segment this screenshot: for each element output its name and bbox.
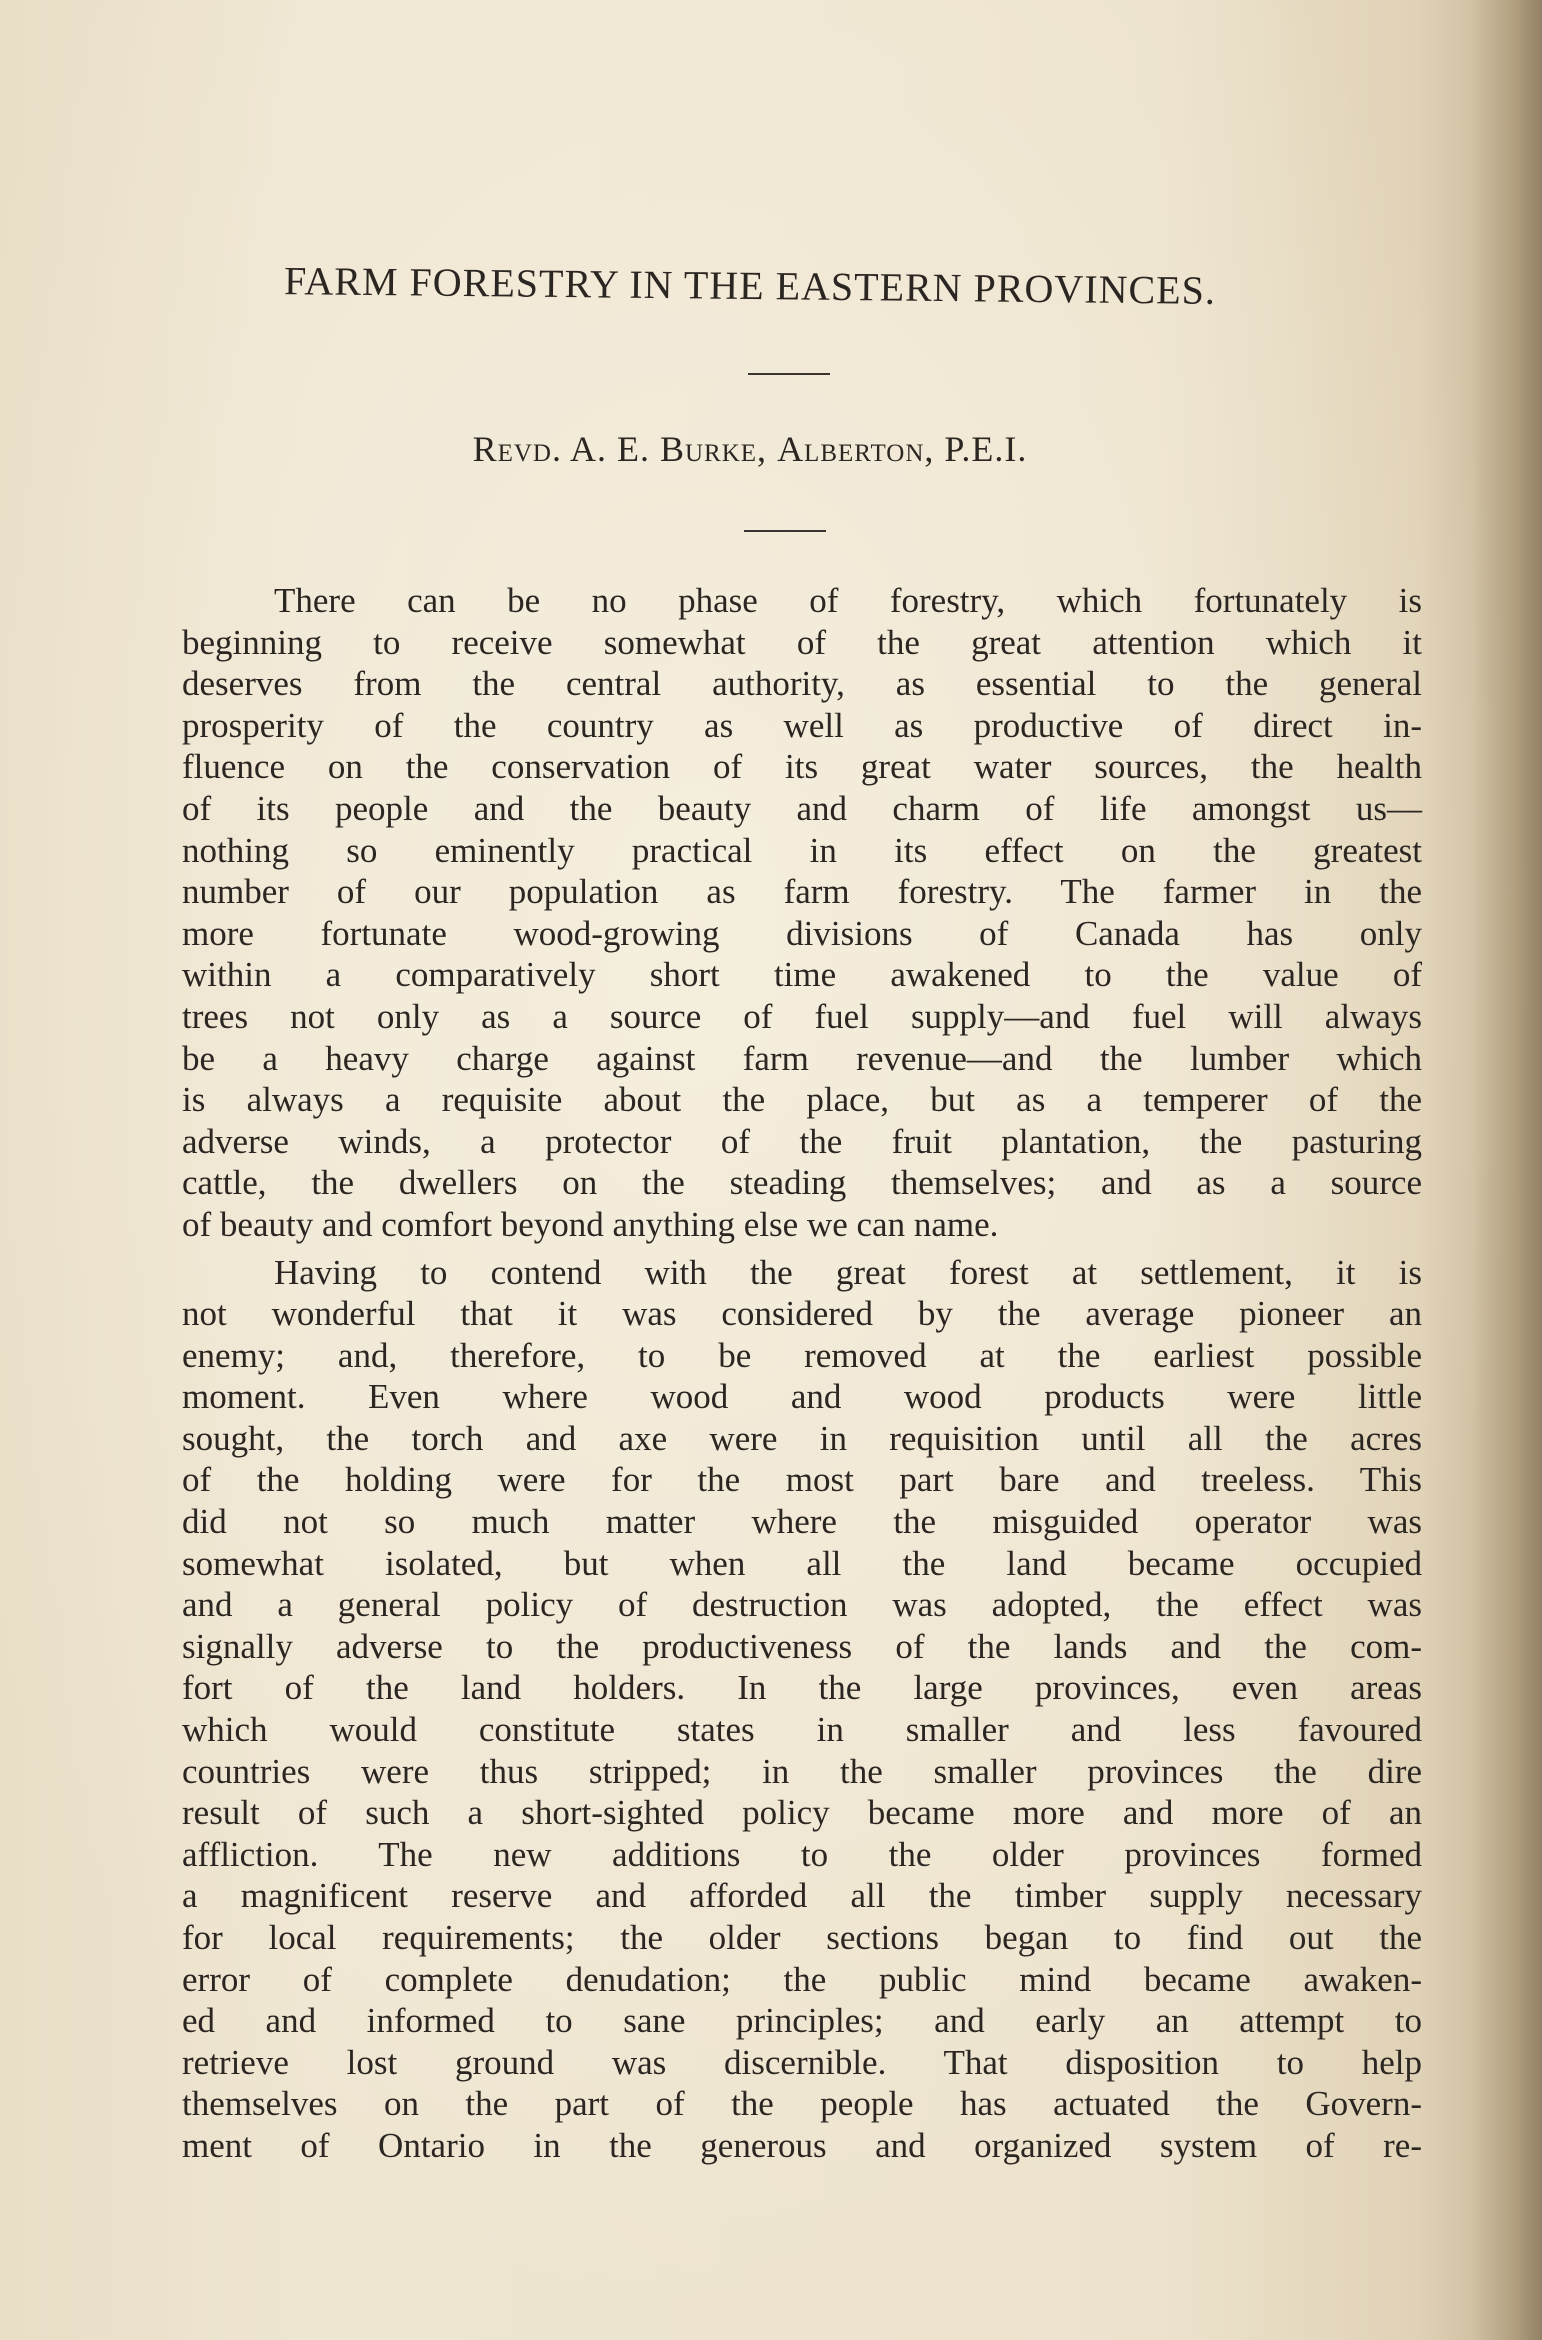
text-line: result of such a short-sighted policy became more and more of an bbox=[182, 1793, 1422, 1833]
text-line: signally adverse to the productiveness of the lands and the com- bbox=[182, 1626, 1422, 1666]
text-line: not wonderful that it was considered by the average pioneer an bbox=[182, 1294, 1422, 1334]
text-line: within a comparatively short time awakened to the value of bbox=[182, 955, 1422, 995]
text-line: did not so much matter where the misguided operator was bbox=[182, 1502, 1422, 1542]
text-line: and a general policy of destruction was adopted, the effect was bbox=[182, 1585, 1422, 1625]
binding-shadow bbox=[1472, 0, 1542, 2340]
text-line: fort of the land holders. In the large provinces, even areas bbox=[182, 1668, 1422, 1708]
text-line: countries were thus stripped; in the smaller provinces the dire bbox=[182, 1751, 1422, 1791]
text-line: moment. Even where wood and wood products were little bbox=[182, 1377, 1422, 1417]
text-line: of beauty and comfort beyond anything else we can name. bbox=[182, 1204, 999, 1244]
author-byline bbox=[150, 428, 1350, 470]
text-line: of its people and the beauty and charm of life amongst us— bbox=[182, 788, 1422, 828]
text-line: nothing so eminently practical in its effect on the greatest bbox=[182, 830, 1422, 870]
text-line: is always a requisite about the place, but as a temperer of the bbox=[182, 1080, 1422, 1120]
text-line: There can be no phase of forestry, which fortunately is bbox=[274, 581, 1422, 620]
text-line: somewhat isolated, but when all the land became occupied bbox=[182, 1543, 1422, 1583]
paragraph-2 bbox=[182, 1252, 1422, 2167]
text-line: for local requirements; the older sections began to find out the bbox=[182, 1918, 1422, 1957]
text-line: number of our population as farm forestry. The farmer in the bbox=[182, 872, 1422, 912]
byline-rule bbox=[744, 530, 826, 532]
text-line: a magnificent reserve and afforded all the timber supply necessary bbox=[182, 1876, 1422, 1916]
text-line: more fortunate wood-growing divisions of Canada has only bbox=[182, 913, 1422, 953]
title-rule bbox=[748, 373, 830, 375]
author-name: Revd. A. E. Burke, bbox=[472, 429, 768, 469]
text-line: sought, the torch and axe were in requisition until all the acres bbox=[182, 1418, 1422, 1458]
text-line: affliction. The new additions to the older provinces formed bbox=[182, 1834, 1422, 1874]
text-line: beginning to receive somewhat of the great attention which it bbox=[182, 622, 1422, 662]
paragraph-1 bbox=[182, 580, 1422, 1246]
text-line: fluence on the conservation of its great water sources, the health bbox=[182, 747, 1422, 787]
text-line: retrieve lost ground was discernible. That disposition to help bbox=[182, 2042, 1422, 2082]
article-title: FARM FORESTRY IN THE EASTERN PROVINCES. bbox=[283, 258, 1217, 313]
article-body bbox=[182, 580, 1422, 2167]
text-line: enemy; and, therefore, to be removed at the earliest possible bbox=[182, 1335, 1422, 1375]
ornament-mark bbox=[905, 370, 995, 396]
text-line: ed and informed to sane principles; and early an attempt to bbox=[182, 2001, 1422, 2041]
text-line: be a heavy charge against farm revenue—and the lumber which bbox=[182, 1038, 1422, 1078]
text-line: adverse winds, a protector of the fruit plantation, the pasturing bbox=[182, 1121, 1422, 1161]
text-line: which would constitute states in smaller and less favoured bbox=[182, 1710, 1422, 1750]
author-location: Alberton, P.E.I. bbox=[777, 429, 1028, 469]
text-line: themselves on the part of the people has actuated the Govern- bbox=[182, 2084, 1422, 2124]
text-line: ment of Ontario in the generous and organized system of re- bbox=[182, 2125, 1422, 2165]
text-line: deserves from the central authority, as essential to the general bbox=[182, 664, 1422, 704]
text-line: cattle, the dwellers on the steading themselves; and as a source bbox=[182, 1163, 1422, 1203]
text-line: error of complete denudation; the public mind became awaken- bbox=[182, 1959, 1422, 1999]
text-line: prosperity of the country as well as productive of direct in- bbox=[182, 705, 1422, 745]
text-line: Having to contend with the great forest at settlement, it is bbox=[274, 1252, 1422, 1292]
text-line: of the holding were for the most part bare and treeless. This bbox=[182, 1460, 1422, 1500]
text-line: trees not only as a source of fuel supply—and fuel will always bbox=[182, 996, 1422, 1036]
